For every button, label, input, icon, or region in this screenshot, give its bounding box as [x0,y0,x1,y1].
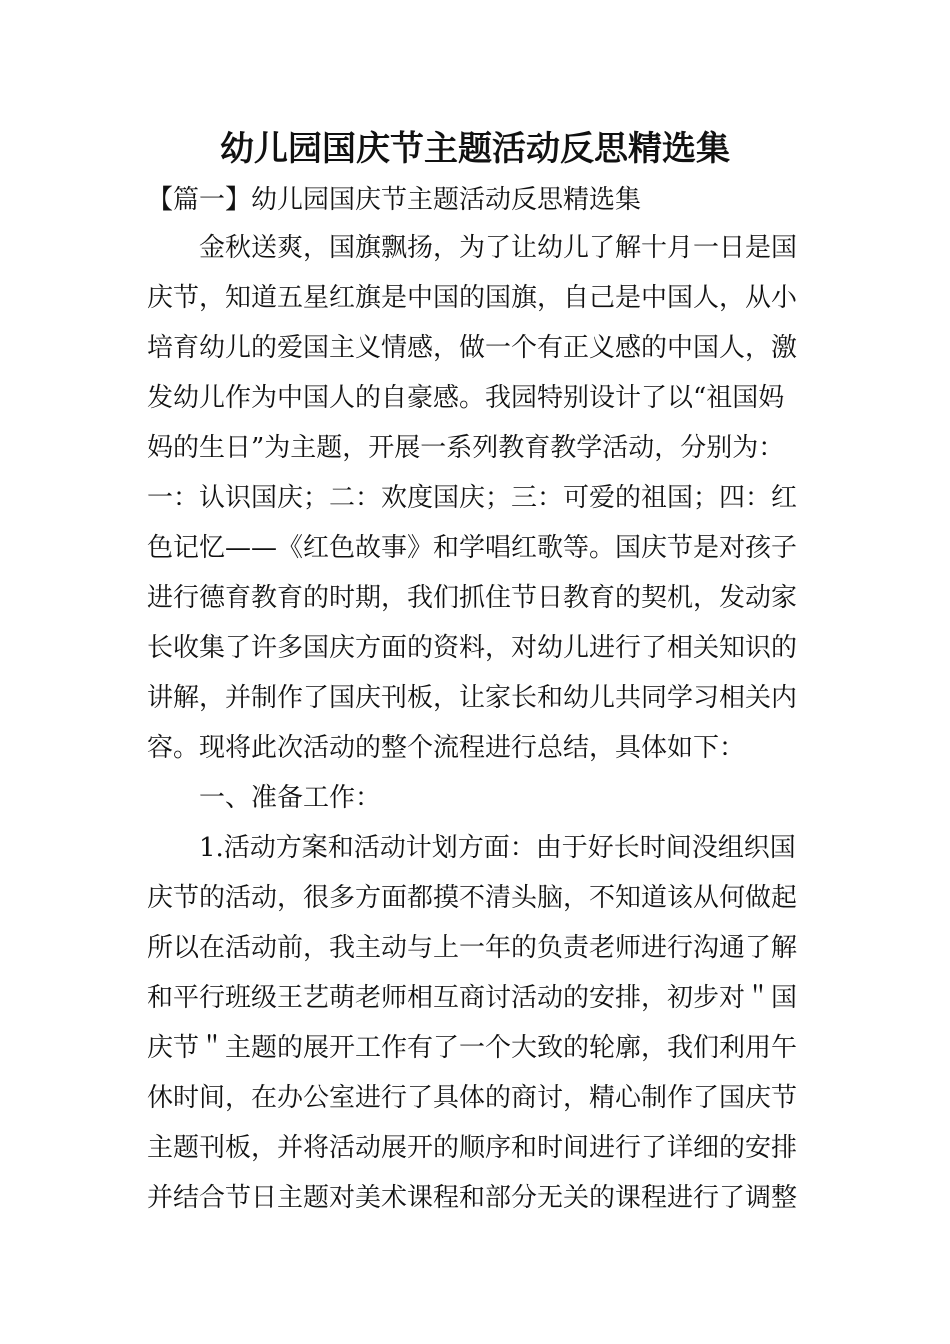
section-heading: 【篇一】幼儿园国庆节主题活动反思精选集 [147,185,642,215]
text-line: 并结合节日主题对美术课程和部分无关的课程进行了调整 [147,1183,798,1213]
text-line: 培育幼儿的爱国主义情感，做一个有正义感的中国人，激 [147,333,798,363]
text-line: 进行德育教育的时期，我们抓住节日教育的契机，发动家 [147,583,798,613]
text-line: 发幼儿作为中国人的自豪感。我园特别设计了以“祖国妈 [147,383,785,413]
text-line: 金秋送爽，国旗飘扬，为了让幼儿了解十月一日是国 [147,233,798,263]
text-line: 庆节的活动，很多方面都摸不清头脑，不知道该从何做起 [147,883,798,913]
text-line: 长收集了许多国庆方面的资料，对幼儿进行了相关知识的 [147,633,798,663]
text-line: 容。现将此次活动的整个流程进行总结，具体如下： [147,733,746,763]
text-line: 妈的生日”为主题，开展一系列教育教学活动，分别为： [147,433,785,463]
text-line: 色记忆——《红色故事》和学唱红歌等。国庆节是对孩子 [147,533,798,563]
text-line: 和平行班级王艺萌老师相互商讨活动的安排，初步对＂国 [147,983,798,1013]
text-line: 庆节＂主题的展开工作有了一个大致的轮廓，我们利用午 [147,1033,798,1063]
text-line: 一、准备工作： [147,783,382,813]
text-line: 庆节，知道五星红旗是中国的国旗，自己是中国人，从小 [147,283,798,313]
document-title: 幼儿园国庆节主题活动反思精选集 [220,129,730,169]
text-line: 1.活动方案和活动计划方面：由于好长时间没组织国 [147,833,796,863]
text-line: 一：认识国庆；二：欢度国庆；三：可爱的祖国；四：红 [147,483,798,513]
text-line: 讲解，并制作了国庆刊板，让家长和幼儿共同学习相关内 [147,683,798,713]
text-line: 所以在活动前，我主动与上一年的负责老师进行沟通了解 [147,933,798,963]
text-line: 休时间，在办公室进行了具体的商讨，精心制作了国庆节 [147,1083,798,1113]
text-line: 主题刊板，并将活动展开的顺序和时间进行了详细的安排 [147,1133,798,1163]
